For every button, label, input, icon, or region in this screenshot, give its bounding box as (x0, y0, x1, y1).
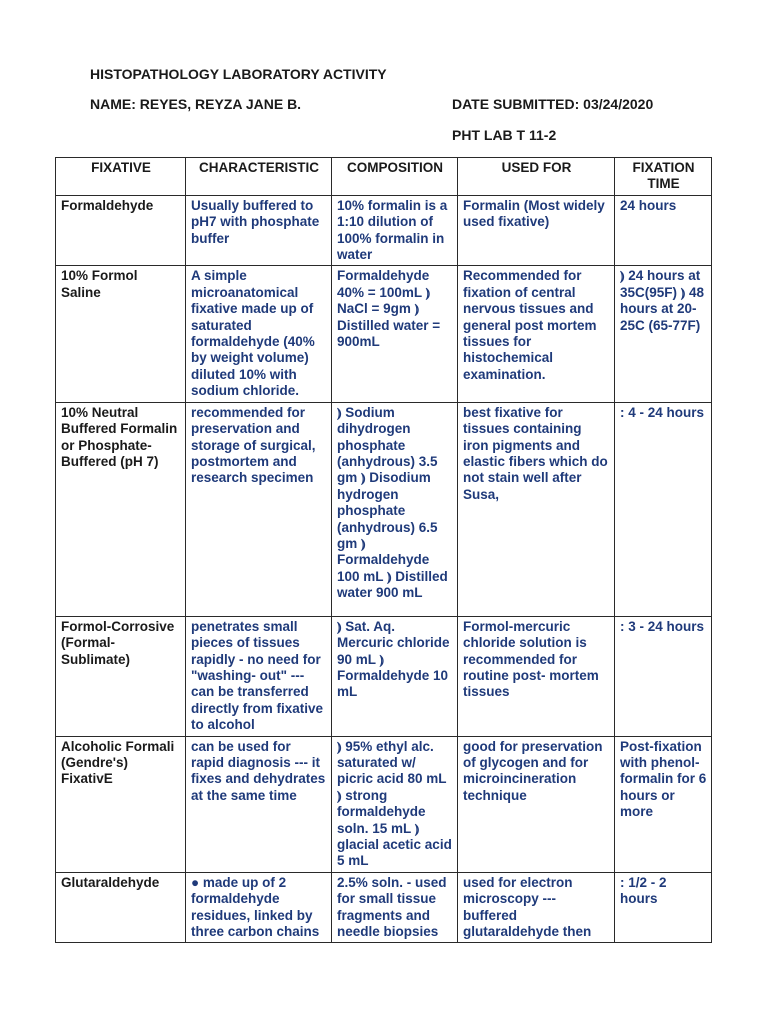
cell-composition: 2.5% soln. - used for small tissue fragments and needle biopsies (332, 872, 458, 943)
cell-characteristic: A simple microanatomical fixative made up of saturated formaldehyde (40% by weight volume) diluted 10% with sodium chloride. (186, 266, 332, 402)
cell-used-for: used for electron microscopy --- buffered glutaraldehyde then (458, 872, 615, 943)
cell-fixative: 10% Formol Saline (56, 266, 186, 402)
cell-characteristic: can be used for rapid diagnosis --- it fixes and dehydrates at the same time (186, 736, 332, 872)
cell-used-for: Recommended for fixation of central nervous tissues and general post mortem tissues for histochemical examination. (458, 266, 615, 402)
column-header-characteristic: CHARACTERISTIC (186, 158, 332, 196)
cell-fixative: Formol-Corrosive (Formal-Sublimate) (56, 616, 186, 736)
fixatives-table (55, 157, 712, 943)
cell-fixation-time: : 3 - 24 hours (615, 616, 712, 736)
table-row (56, 402, 712, 616)
cell-fixation-time: ⦆ 24 hours at 35C(95F) ⦆ 48 hours at 20-25C (65-77F) (615, 266, 712, 402)
cell-fixative: 10% Neutral Buffered Formalin or Phosphate-Buffered (pH 7) (56, 402, 186, 616)
cell-characteristic: penetrates small pieces of tissues rapidly - no need for "washing- out" --- can be transferred directly from fixative to alcohol (186, 616, 332, 736)
column-header-composition: COMPOSITION (332, 158, 458, 196)
table-row (56, 195, 712, 266)
cell-composition: ⦆ 95% ethyl alc. saturated w/ picric acid 80 mL ⦆ strong formaldehyde soln. 15 mL ⦆ glacial acetic acid 5 mL (332, 736, 458, 872)
table-row (56, 266, 712, 402)
cell-fixation-time: : 4 - 24 hours (615, 402, 712, 616)
cell-fixation-time: Post-fixation with phenol-formalin for 6 hours or more (615, 736, 712, 872)
column-header-fixation-time: FIXATION TIME (615, 158, 712, 196)
cell-characteristic: ● made up of 2 formaldehyde residues, linked by three carbon chains (186, 872, 332, 943)
cell-composition: ⦆ Sat. Aq. Mercuric chloride 90 mL ⦆ Formaldehyde 10 mL (332, 616, 458, 736)
table-header-row (56, 158, 712, 196)
cell-characteristic: Usually buffered to pH7 with phosphate buffer (186, 195, 332, 266)
cell-used-for: Formalin (Most widely used fixative) (458, 195, 615, 266)
table-row (56, 736, 712, 872)
table-row (56, 616, 712, 736)
cell-used-for: best fixative for tissues containing iron pigments and elastic fibers which do not stain well after Susa, (458, 402, 615, 616)
cell-composition: ⦆ Sodium dihydrogen phosphate (anhydrous) 3.5 gm ⦆ Disodium hydrogen phosphate (anhydrous) 6.5 gm ⦆ Formaldehyde 100 mL ⦆ Distilled water 900 mL (332, 402, 458, 616)
cell-fixative: Alcoholic Formali (Gendre's) FixativE (56, 736, 186, 872)
cell-fixative: Formaldehyde (56, 195, 186, 266)
student-name: NAME: REYES, REYZA JANE B. (90, 96, 302, 112)
cell-used-for: Formol-mercuric chloride solution is recommended for routine post- mortem tissues (458, 616, 615, 736)
cell-characteristic: recommended for preservation and storage of surgical, postmortem and research specimen (186, 402, 332, 616)
cell-composition: Formaldehyde 40% = 100mL ⦆ NaCl = 9gm ⦆ Distilled water = 900mL (332, 266, 458, 402)
cell-fixation-time: : 1/2 - 2 hours (615, 872, 712, 943)
lab-section: PHT LAB T 11-2 (452, 127, 557, 143)
cell-composition: 10% formalin is a 1:10 dilution of 100% formalin in water (332, 195, 458, 266)
table-row (56, 872, 712, 943)
column-header-used-for: USED FOR (458, 158, 615, 196)
document-title: HISTOPATHOLOGY LABORATORY ACTIVITY (90, 66, 387, 82)
cell-fixative: Glutaraldehyde (56, 872, 186, 943)
cell-fixation-time: 24 hours (615, 195, 712, 266)
column-header-fixative: FIXATIVE (56, 158, 186, 196)
cell-used-for: good for preservation of glycogen and for microincineration technique (458, 736, 615, 872)
date-submitted: DATE SUBMITTED: 03/24/2020 (452, 96, 654, 112)
